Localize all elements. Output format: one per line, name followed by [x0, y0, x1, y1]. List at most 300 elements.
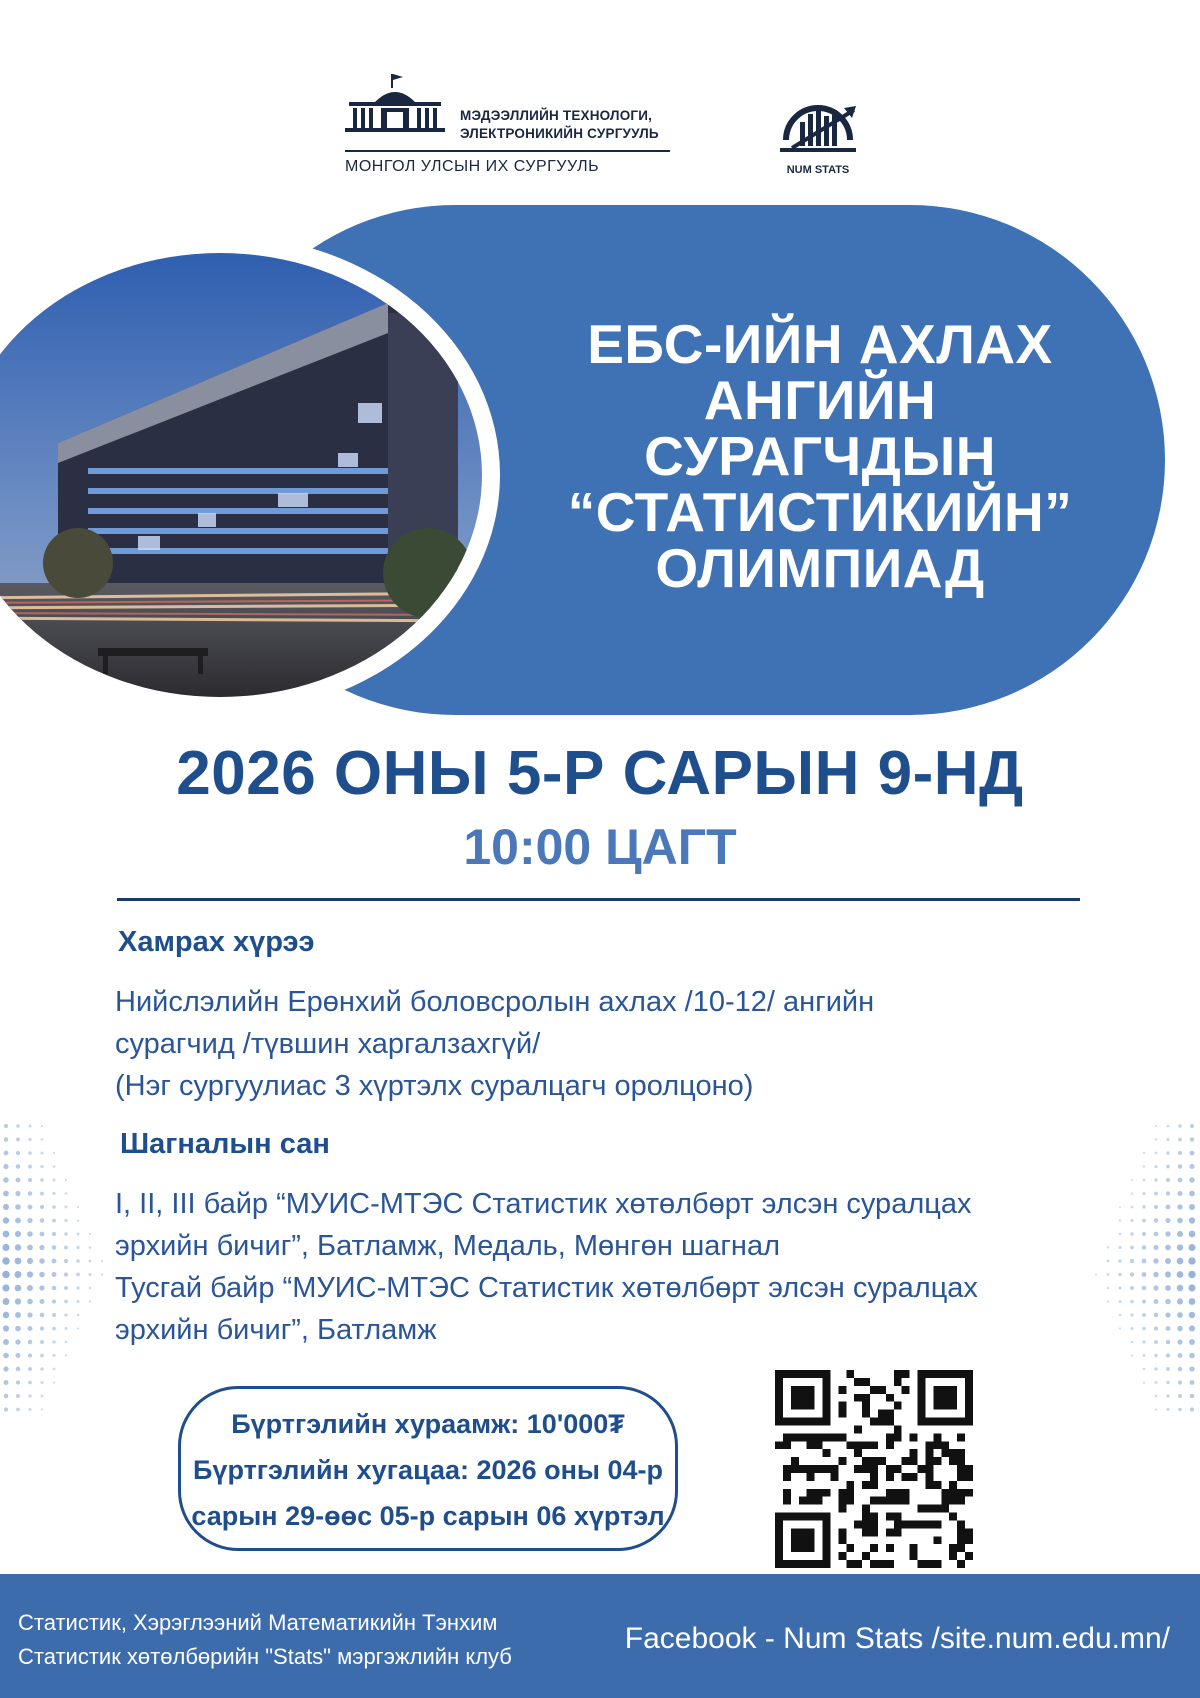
decor-dot	[1177, 1231, 1183, 1237]
qr-module	[878, 1560, 886, 1568]
decor-dot	[1118, 1273, 1122, 1277]
decor-dot	[3, 1312, 10, 1319]
qr-module	[823, 1513, 831, 1521]
decor-dot	[1177, 1298, 1183, 1304]
qr-code-icon[interactable]	[775, 1370, 973, 1568]
qr-module	[894, 1520, 902, 1528]
olympiad-title	[520, 313, 1120, 599]
decor-dot	[65, 1192, 68, 1195]
decor-dot	[1130, 1313, 1133, 1316]
qr-module	[846, 1481, 854, 1489]
num-stats-logo	[778, 80, 858, 180]
qr-module	[823, 1449, 831, 1457]
qr-module	[791, 1536, 799, 1544]
qr-module	[846, 1560, 854, 1568]
qr-module	[854, 1378, 862, 1386]
qr-module	[957, 1473, 965, 1481]
decor-dot	[41, 1125, 43, 1127]
decor-dot	[52, 1232, 56, 1236]
decor-dot	[1188, 1284, 1195, 1291]
qr-module	[783, 1370, 791, 1378]
qr-module	[941, 1394, 949, 1402]
qr-module	[870, 1386, 878, 1394]
title-line: СУРАГЧДЫН	[644, 425, 996, 487]
qr-module	[838, 1410, 846, 1418]
decor-dot	[65, 1341, 68, 1344]
decor-dot	[1130, 1259, 1134, 1263]
qr-module	[815, 1513, 823, 1521]
qr-module	[957, 1370, 965, 1378]
decor-dot	[1143, 1368, 1146, 1371]
decor-dot	[1143, 1165, 1145, 1167]
decor-dot	[1189, 1231, 1196, 1238]
decor-dot	[1130, 1246, 1134, 1250]
decor-dot	[1130, 1300, 1134, 1304]
qr-module	[838, 1386, 846, 1394]
decor-dot	[1178, 1367, 1183, 1372]
qr-module	[791, 1544, 799, 1552]
qr-module	[870, 1473, 878, 1481]
decor-dot	[64, 1219, 67, 1222]
decor-dot	[39, 1245, 44, 1250]
qr-module	[957, 1489, 965, 1497]
decor-dot	[28, 1138, 31, 1141]
decor-dot	[1178, 1408, 1182, 1412]
prize-line: Тусгай байр “МУИС-МТЭС Статистик хөтөлбөрт элсэн суралцах	[115, 1272, 978, 1304]
decor-dot	[1142, 1232, 1146, 1236]
qr-module	[870, 1441, 878, 1449]
decor-dot	[1142, 1245, 1146, 1249]
decor-dot	[1178, 1394, 1182, 1398]
decor-dot	[77, 1314, 80, 1317]
qr-module	[823, 1536, 831, 1544]
qr-module	[807, 1441, 815, 1449]
qr-module	[815, 1497, 823, 1505]
qr-module	[775, 1520, 783, 1528]
decor-dot	[1155, 1138, 1157, 1140]
decor-dot	[2, 1271, 10, 1279]
decor-dot	[3, 1366, 8, 1371]
registration-fee: Бүртгэлийн хураамж: 10'000₮	[231, 1409, 625, 1439]
decor-dot	[76, 1259, 80, 1263]
decor-dot	[4, 1124, 8, 1128]
qr-module	[894, 1513, 902, 1521]
decor-dot	[1167, 1125, 1170, 1128]
footer-contact-link[interactable]: Facebook - Num Stats /site.num.edu.mn/	[624, 1622, 1170, 1655]
qr-module	[807, 1386, 815, 1394]
qr-module	[823, 1489, 831, 1497]
qr-module	[830, 1465, 838, 1473]
qr-module	[918, 1370, 926, 1378]
footer-department: Статистик, Хэрэглээний Математикийн Тэнхим	[18, 1610, 498, 1635]
qr-module	[886, 1560, 894, 1568]
qr-module	[823, 1560, 831, 1568]
qr-module	[823, 1520, 831, 1528]
decor-dot	[1189, 1164, 1194, 1169]
decor-dot	[1189, 1325, 1195, 1331]
qr-module	[815, 1370, 823, 1378]
decor-dot	[1154, 1165, 1157, 1168]
qr-module	[838, 1552, 846, 1560]
decor-dot	[15, 1339, 20, 1344]
qr-module	[823, 1465, 831, 1473]
qr-module	[838, 1505, 846, 1513]
decor-dot	[1165, 1218, 1170, 1223]
decor-dot	[1142, 1192, 1145, 1195]
decor-dot	[53, 1368, 56, 1371]
qr-module	[941, 1449, 949, 1457]
decor-dot	[1131, 1354, 1133, 1356]
decor-dot	[1165, 1245, 1171, 1251]
qr-module	[949, 1489, 957, 1497]
decor-dot	[65, 1179, 67, 1181]
qr-module	[894, 1489, 902, 1497]
decor-dot	[1165, 1312, 1170, 1317]
decor-dot	[40, 1178, 44, 1182]
qr-module	[886, 1528, 894, 1536]
decor-dot	[1155, 1395, 1158, 1398]
decor-dot	[1166, 1353, 1170, 1357]
decor-dot	[1142, 1327, 1146, 1331]
decor-dot	[1177, 1258, 1184, 1265]
decor-dot	[1142, 1340, 1145, 1343]
qr-module	[775, 1441, 783, 1449]
qr-module	[783, 1497, 791, 1505]
decor-dot	[16, 1164, 21, 1169]
event-date: 2026 ОНЫ 5-Р САРЫН 9-НД	[176, 739, 1024, 808]
qr-module	[957, 1544, 965, 1552]
decor-dot	[1107, 1246, 1109, 1248]
decor-dot	[65, 1206, 68, 1209]
decor-dot	[15, 1231, 21, 1237]
qr-module	[957, 1418, 965, 1426]
decor-dot	[40, 1381, 43, 1384]
decor-dot	[2, 1284, 9, 1291]
decor-dot	[40, 1313, 45, 1318]
qr-module	[933, 1457, 941, 1465]
decor-dot	[27, 1299, 33, 1305]
qr-module	[933, 1370, 941, 1378]
decor-dot	[4, 1394, 9, 1399]
qr-module	[823, 1386, 831, 1394]
event-time: 10:00 ЦАГТ	[463, 819, 737, 875]
decor-dot	[16, 1124, 20, 1128]
scope-line: сурагчид /түвшин харгалзахгүй/	[115, 1028, 541, 1060]
decor-dot	[4, 1407, 8, 1411]
qr-module	[775, 1386, 783, 1394]
decor-dot	[1178, 1164, 1182, 1168]
decor-dot	[1189, 1298, 1196, 1305]
decor-dot	[53, 1179, 56, 1182]
qr-module	[933, 1536, 941, 1544]
qr-module	[925, 1465, 933, 1473]
qr-module	[886, 1473, 894, 1481]
qr-module	[965, 1552, 973, 1560]
decor-dot	[1166, 1381, 1170, 1385]
decor-dot	[1154, 1354, 1158, 1358]
decor-dot	[1142, 1286, 1147, 1291]
qr-module	[933, 1505, 941, 1513]
qr-module	[862, 1481, 870, 1489]
qr-module	[799, 1394, 807, 1402]
decor-dot	[1143, 1152, 1145, 1154]
qr-module	[862, 1465, 870, 1473]
decor-dot	[39, 1258, 44, 1263]
qr-module	[775, 1528, 783, 1536]
qr-module	[886, 1513, 894, 1521]
qr-module	[949, 1370, 957, 1378]
qr-module	[846, 1370, 854, 1378]
qr-module	[783, 1473, 791, 1481]
decor-dot	[15, 1191, 20, 1196]
qr-module	[783, 1513, 791, 1521]
qr-module	[799, 1465, 807, 1473]
qr-module	[918, 1505, 926, 1513]
decor-dot	[16, 1394, 20, 1398]
qr-module	[965, 1394, 973, 1402]
qr-module	[933, 1418, 941, 1426]
decor-dot	[16, 1178, 21, 1183]
qr-module	[910, 1433, 918, 1441]
qr-module	[925, 1473, 933, 1481]
divider	[117, 898, 1080, 901]
decor-dot	[1177, 1218, 1183, 1224]
qr-module	[949, 1552, 957, 1560]
decor-dot	[1154, 1178, 1157, 1181]
qr-module	[965, 1528, 973, 1536]
decor-dot	[76, 1273, 80, 1277]
qr-module	[799, 1536, 807, 1544]
qr-module	[862, 1410, 870, 1418]
decor-dot	[1153, 1285, 1158, 1290]
decor-dot	[1190, 1124, 1194, 1128]
qr-module	[854, 1394, 862, 1402]
decor-dot	[3, 1339, 9, 1345]
decor-dot	[1190, 1407, 1194, 1411]
qr-module	[957, 1528, 965, 1536]
qr-module	[965, 1418, 973, 1426]
decor-dot	[1177, 1339, 1182, 1344]
decor-dot	[28, 1205, 33, 1210]
qr-module	[941, 1497, 949, 1505]
qr-module	[902, 1489, 910, 1497]
qr-module	[878, 1410, 886, 1418]
qr-module	[815, 1489, 823, 1497]
qr-module	[965, 1378, 973, 1386]
qr-module	[799, 1402, 807, 1410]
decor-dot	[15, 1204, 21, 1210]
qr-module	[791, 1528, 799, 1536]
qr-module	[862, 1505, 870, 1513]
qr-module	[910, 1544, 918, 1552]
decor-dot	[16, 1367, 21, 1372]
decor-dot	[40, 1326, 44, 1330]
qr-module	[933, 1394, 941, 1402]
decor-dot	[41, 1395, 44, 1398]
decor-dot	[28, 1326, 33, 1331]
footer	[0, 1574, 1200, 1698]
qr-module	[894, 1402, 902, 1410]
qr-module	[902, 1520, 910, 1528]
decor-dot	[1165, 1258, 1171, 1264]
decor-dot	[89, 1233, 91, 1235]
decor-dot	[41, 1408, 43, 1410]
qr-module	[902, 1386, 910, 1394]
decor-dot	[1166, 1367, 1170, 1371]
decor-dot	[3, 1204, 9, 1210]
decor-dot	[1166, 1191, 1170, 1195]
qr-module	[918, 1418, 926, 1426]
decor-dot	[1154, 1232, 1159, 1237]
qr-module	[933, 1433, 941, 1441]
qr-module	[807, 1489, 815, 1497]
decor-dot	[1107, 1273, 1110, 1276]
decor-dot	[1165, 1299, 1170, 1304]
decor-dot	[89, 1260, 92, 1263]
qr-module	[925, 1481, 933, 1489]
decor-dot	[1178, 1124, 1181, 1127]
qr-module	[791, 1465, 799, 1473]
title-line: АНГИЙН	[703, 369, 937, 431]
qr-module	[854, 1520, 862, 1528]
title-line: ЕБС-ИЙН АХЛАХ	[587, 313, 1053, 375]
decor-dot	[28, 1165, 32, 1169]
qr-module	[870, 1544, 878, 1552]
qr-module	[823, 1370, 831, 1378]
decor-dot	[1178, 1178, 1183, 1183]
qr-module	[815, 1433, 823, 1441]
decor-dot	[1130, 1272, 1134, 1276]
decor-dot	[40, 1205, 44, 1209]
qr-module	[807, 1473, 815, 1481]
qr-module	[949, 1544, 957, 1552]
decor-dot	[1155, 1408, 1157, 1410]
decor-dot	[3, 1177, 9, 1183]
decor-dot	[1119, 1206, 1121, 1208]
qr-module	[870, 1513, 878, 1521]
qr-module	[775, 1560, 783, 1568]
decor-dot	[1177, 1191, 1182, 1196]
qr-module	[918, 1402, 926, 1410]
qr-module	[854, 1465, 862, 1473]
qr-module	[965, 1536, 973, 1544]
qr-module	[941, 1418, 949, 1426]
decor-dot	[64, 1232, 68, 1236]
decor-dot	[77, 1300, 80, 1303]
qr-module	[783, 1489, 791, 1497]
decor-dot	[1165, 1271, 1171, 1277]
qr-module	[815, 1441, 823, 1449]
building-photo-illustration	[0, 253, 482, 697]
qr-module	[775, 1418, 783, 1426]
qr-module	[933, 1481, 941, 1489]
decor-dot	[52, 1259, 57, 1264]
decor-dot	[16, 1138, 20, 1142]
qr-module	[902, 1457, 910, 1465]
qr-module	[894, 1433, 902, 1441]
university-name: МОНГОЛ УЛСЫН ИХ СУРГУУЛЬ	[345, 158, 600, 175]
qr-module	[807, 1536, 815, 1544]
qr-module	[886, 1489, 894, 1497]
decor-dot	[40, 1367, 43, 1370]
decor-dot	[40, 1192, 44, 1196]
qr-module	[870, 1520, 878, 1528]
qr-module	[902, 1370, 910, 1378]
qr-module	[965, 1465, 973, 1473]
qr-module	[886, 1497, 894, 1505]
decor-dot	[65, 1354, 67, 1356]
qr-module	[870, 1418, 878, 1426]
prize-line: эрхийн бичиг”, Батламж	[115, 1314, 437, 1346]
qr-module	[957, 1433, 965, 1441]
qr-module	[854, 1449, 862, 1457]
qr-module	[846, 1544, 854, 1552]
muis-logo	[345, 72, 675, 182]
decor-dot	[1119, 1300, 1122, 1303]
qr-module	[823, 1433, 831, 1441]
qr-module	[775, 1378, 783, 1386]
scope-text	[115, 981, 1095, 1107]
qr-module	[775, 1536, 783, 1544]
campus-photo	[0, 253, 482, 697]
qr-module	[933, 1560, 941, 1568]
decor-dot	[28, 1394, 31, 1397]
decor-dot	[1178, 1151, 1182, 1155]
registration-info-box	[178, 1386, 678, 1551]
qr-module	[807, 1513, 815, 1521]
decor-dot	[1178, 1353, 1183, 1358]
qr-module	[902, 1473, 910, 1481]
decor-dot	[52, 1299, 56, 1303]
qr-module	[965, 1473, 973, 1481]
decor-dot	[64, 1246, 68, 1250]
qr-module	[957, 1465, 965, 1473]
decor-dot	[1154, 1313, 1159, 1318]
qr-module	[941, 1489, 949, 1497]
qr-module	[918, 1394, 926, 1402]
decor-dot	[1153, 1245, 1158, 1250]
qr-module	[957, 1449, 965, 1457]
decor-dot	[40, 1218, 45, 1223]
qr-module	[830, 1473, 838, 1481]
decor-dot	[15, 1285, 22, 1292]
qr-module	[823, 1394, 831, 1402]
qr-module	[775, 1402, 783, 1410]
qr-module	[925, 1520, 933, 1528]
decor-dot	[1131, 1179, 1133, 1181]
qr-module	[965, 1370, 973, 1378]
qr-module	[807, 1418, 815, 1426]
decor-dot	[1177, 1271, 1184, 1278]
decor-dot	[1188, 1244, 1195, 1251]
qr-module	[783, 1441, 791, 1449]
qr-module	[783, 1418, 791, 1426]
title-line: ОЛИМПИАД	[655, 537, 985, 599]
qr-module	[918, 1465, 926, 1473]
decor-dot	[28, 1178, 32, 1182]
decor-dot	[4, 1137, 9, 1142]
qr-module	[775, 1513, 783, 1521]
decor-dot	[1177, 1312, 1183, 1318]
qr-module	[894, 1378, 902, 1386]
qr-module	[862, 1528, 870, 1536]
qr-module	[918, 1378, 926, 1386]
decor-dot	[1189, 1353, 1195, 1359]
qr-module	[910, 1520, 918, 1528]
decor-dot	[52, 1272, 57, 1277]
decor-dot	[40, 1299, 45, 1304]
stats-chart-icon	[778, 80, 858, 160]
